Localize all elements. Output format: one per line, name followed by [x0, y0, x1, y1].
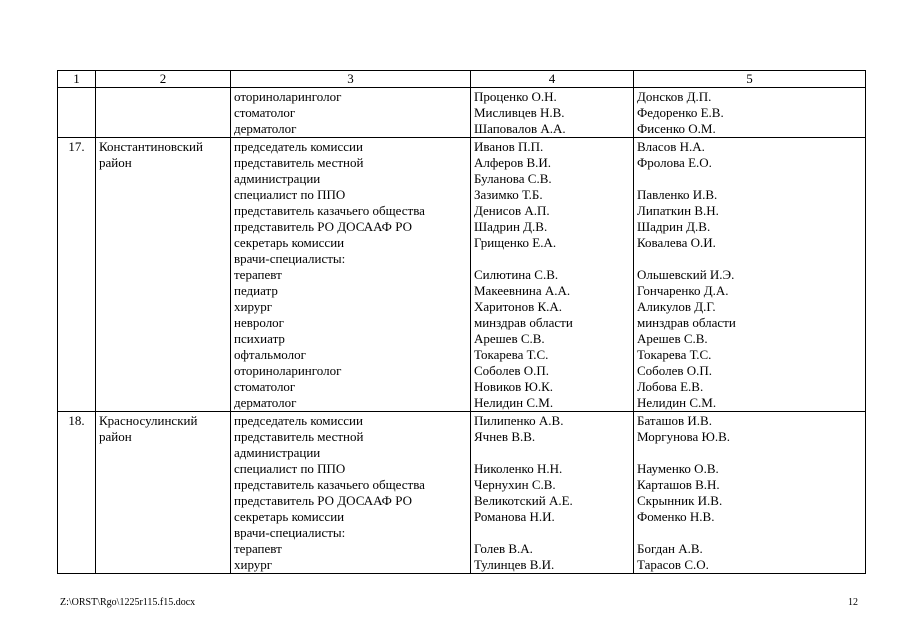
main-member-line: Тулинцев В.И. [474, 557, 555, 572]
reserve-member-line: Богдан А.В. [637, 541, 703, 556]
table-row [58, 138, 866, 412]
reserve-member-line: Тарасов С.О. [637, 557, 709, 572]
reserve-member-line: Баташов И.В. [637, 413, 712, 428]
reserve-member-line: Павленко И.В. [637, 187, 718, 202]
reserve-member-line: Токарева Т.С. [637, 347, 712, 362]
row-number-cell [58, 88, 96, 138]
main-member-line: Голев В.А. [474, 541, 533, 556]
reserve-member-line: Аликулов Д.Г. [637, 299, 716, 314]
footer-file-path: Z:\ORST\Rgo\1225r115.f15.docx [60, 597, 196, 608]
reserve-member-line: Федоренко Е.В. [637, 105, 724, 120]
role-line: дерматолог [234, 395, 297, 410]
role-line: дерматолог [234, 121, 297, 136]
table-row [58, 88, 866, 138]
district-cell [96, 412, 231, 574]
role-line: представитель казачьего общества [234, 477, 425, 492]
role-line: представитель местной [234, 155, 364, 170]
reserve-member-line: Гончаренко Д.А. [637, 283, 729, 298]
role-line: представитель РО ДОСААФ РО [234, 493, 412, 508]
district-line: Красносулинский [99, 413, 198, 428]
reserve-member-line: Лобова Е.В. [637, 379, 704, 394]
role-line: стоматолог [234, 105, 296, 120]
reserve-member-line [637, 251, 862, 267]
district-line: район [99, 429, 132, 444]
reserve-member-line: Шадрин Д.В. [637, 219, 711, 234]
reserve-member-line: Фролова Е.О. [637, 155, 712, 170]
role-line: председатель комиссии [234, 139, 363, 154]
reserve-member-line: Власов Н.А. [637, 139, 705, 154]
main-member-line: Зазимко Т.Б. [474, 187, 543, 202]
header-cell-1: 1 [58, 71, 96, 88]
main-member-line [474, 251, 630, 267]
main-member-line: Проценко О.Н. [474, 89, 557, 104]
main-member-cell [471, 88, 634, 138]
reserve-member-line: Донсков Д.П. [637, 89, 712, 104]
reserve-member-line [637, 445, 862, 461]
main-member-line: Буланова С.В. [474, 171, 552, 186]
header-cell-4: 4 [471, 71, 634, 88]
reserve-member-line [637, 171, 862, 187]
header-cell-3: 3 [231, 71, 471, 88]
main-member-line: Силютина С.В. [474, 267, 559, 282]
reserve-member-line: Карташов В.Н. [637, 477, 720, 492]
role-line: представитель РО ДОСААФ РО [234, 219, 412, 234]
role-line: психиатр [234, 331, 285, 346]
reserve-member-line: Моргунова Ю.В. [637, 429, 731, 444]
reserve-member-cell [634, 412, 866, 574]
reserve-member-line: Науменко О.В. [637, 461, 719, 476]
reserve-member-line: Ольшевский И.Э. [637, 267, 735, 282]
role-line: стоматолог [234, 379, 296, 394]
role-line: врачи-специалисты: [234, 251, 346, 266]
role-line: терапевт [234, 541, 282, 556]
main-member-line: Шадрин Д.В. [474, 219, 548, 234]
reserve-member-line: Скрынник И.В. [637, 493, 723, 508]
district-cell [96, 138, 231, 412]
main-member-line: Ячнев В.В. [474, 429, 536, 444]
role-line: специалист по ППО [234, 461, 346, 476]
main-member-line: Денисов А.П. [474, 203, 550, 218]
role-cell [231, 88, 471, 138]
district-cell [96, 88, 231, 138]
role-line: председатель комиссии [234, 413, 363, 428]
reserve-member-line: Нелидин С.М. [637, 395, 717, 410]
reserve-member-cell [634, 138, 866, 412]
reserve-member-cell [634, 88, 866, 138]
reserve-member-line [637, 525, 862, 541]
role-line: администрации [234, 171, 321, 186]
reserve-member-line: Ковалева О.И. [637, 235, 716, 250]
table-header-row [58, 71, 866, 88]
main-member-line [474, 525, 630, 541]
main-member-cell [471, 412, 634, 574]
reserve-member-line: Фоменко Н.В. [637, 509, 715, 524]
role-line: оториноларинголог [234, 363, 342, 378]
main-member-line: Нелидин С.М. [474, 395, 554, 410]
role-cell [231, 138, 471, 412]
main-member-line: Арешев С.В. [474, 331, 545, 346]
row-number-cell: 18. [58, 412, 96, 574]
role-line: представитель местной [234, 429, 364, 444]
role-line: секретарь комиссии [234, 235, 345, 250]
main-member-line: Романова Н.И. [474, 509, 555, 524]
main-member-line: Николенко Н.Н. [474, 461, 563, 476]
main-member-line: Новиков Ю.К. [474, 379, 554, 394]
district-line: район [99, 155, 132, 170]
district-line: Константиновский [99, 139, 203, 154]
main-member-line: Великотский А.Е. [474, 493, 573, 508]
header-cell-2: 2 [96, 71, 231, 88]
role-line: терапевт [234, 267, 282, 282]
main-member-line: Токарева Т.С. [474, 347, 549, 362]
role-line: оториноларинголог [234, 89, 342, 104]
main-member-line: Мисливцев Н.В. [474, 105, 565, 120]
role-cell [231, 412, 471, 574]
main-member-line: минздрав области [474, 315, 573, 330]
main-member-cell [471, 138, 634, 412]
main-member-line: Алферов В.И. [474, 155, 552, 170]
role-line: хирург [234, 299, 273, 314]
appointments-table [57, 70, 866, 574]
role-line: педиатр [234, 283, 278, 298]
table-row [58, 412, 866, 574]
role-line: специалист по ППО [234, 187, 346, 202]
main-member-line: Иванов П.П. [474, 139, 544, 154]
role-line: хирург [234, 557, 273, 572]
main-member-line: Харитонов К.А. [474, 299, 563, 314]
reserve-member-line: Арешев С.В. [637, 331, 708, 346]
reserve-member-line: Фисенко О.М. [637, 121, 716, 136]
reserve-member-line: Соболев О.П. [637, 363, 713, 378]
role-line: офтальмолог [234, 347, 306, 362]
main-member-line: Макеевнина А.А. [474, 283, 571, 298]
footer-page-number: 12 [848, 597, 858, 608]
role-line: администрации [234, 445, 321, 460]
main-member-line [474, 445, 630, 461]
main-member-line: Пилипенко А.В. [474, 413, 564, 428]
role-line: представитель казачьего общества [234, 203, 425, 218]
reserve-member-line: Липаткин В.Н. [637, 203, 719, 218]
role-line: секретарь комиссии [234, 509, 345, 524]
role-line: врачи-специалисты: [234, 525, 346, 540]
main-member-line: Грищенко Е.А. [474, 235, 557, 250]
main-member-line: Шаповалов А.А. [474, 121, 566, 136]
row-number-cell: 17. [58, 138, 96, 412]
main-member-line: Чернухин С.В. [474, 477, 556, 492]
role-line: невролог [234, 315, 285, 330]
header-cell-5: 5 [634, 71, 866, 88]
reserve-member-line: минздрав области [637, 315, 736, 330]
main-member-line: Соболев О.П. [474, 363, 550, 378]
